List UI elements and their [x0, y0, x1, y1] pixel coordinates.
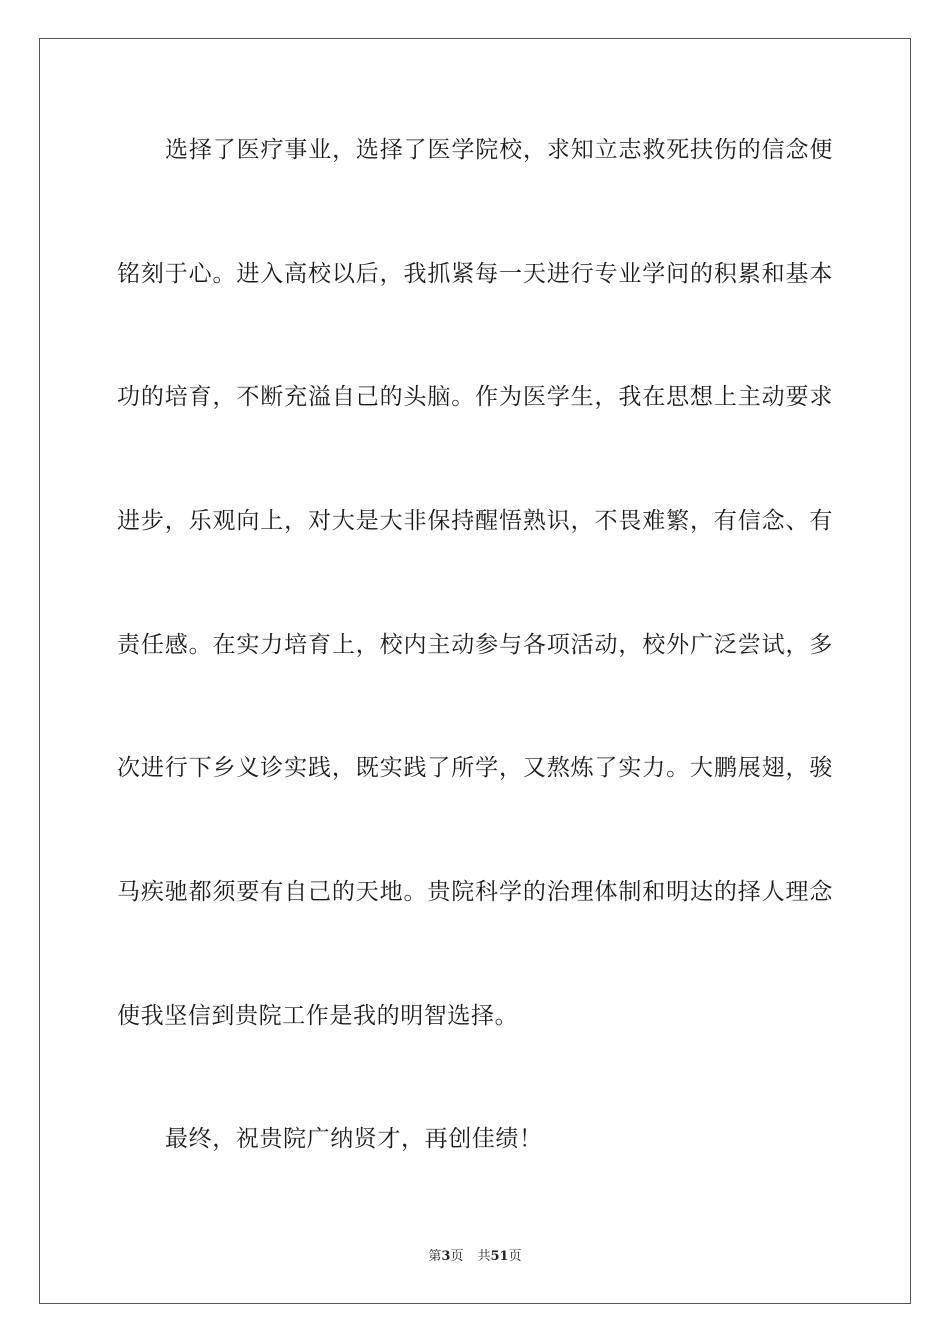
paragraph-line: 责任感。在实力培育上，校内主动参与各项活动，校外广泛尝试，多: [117, 632, 833, 658]
paragraph-line: 使我坚信到贵院工作是我的明智选择。: [117, 1003, 519, 1029]
page-number: 3: [441, 1249, 451, 1264]
paragraph-line: 次进行下乡义诊实践，既实践了所学，又熬炼了实力。大鹏展翅，骏: [117, 755, 833, 781]
page-suffix: 页: [450, 1249, 464, 1264]
closing-line: 最终，祝贵院广纳贤才，再创佳绩！: [165, 1126, 543, 1152]
total-pages: 51: [490, 1249, 509, 1264]
paragraph-line: 马疾驰都须要有自己的天地。贵院科学的治理体制和明达的择人理念: [117, 879, 833, 905]
paragraph-line: 选择了医疗事业，选择了医学院校，求知立志救死扶伤的信念便: [165, 137, 833, 163]
page-frame: [39, 38, 911, 1304]
total-prefix: 共: [477, 1249, 491, 1264]
page-footer: [0, 1248, 950, 1266]
paragraph-line: 功的培育，不断充溢自己的头脑。作为医学生，我在思想上主动要求: [117, 384, 833, 410]
page-prefix: 第: [428, 1249, 442, 1264]
paragraph-line: 铭刻于心。进入高校以后，我抓紧每一天进行专业学问的积累和基本: [117, 261, 833, 287]
total-suffix: 页: [508, 1249, 522, 1264]
paragraph-line: 进步，乐观向上，对大是大非保持醒悟熟识，不畏难繁，有信念、有: [117, 508, 833, 534]
